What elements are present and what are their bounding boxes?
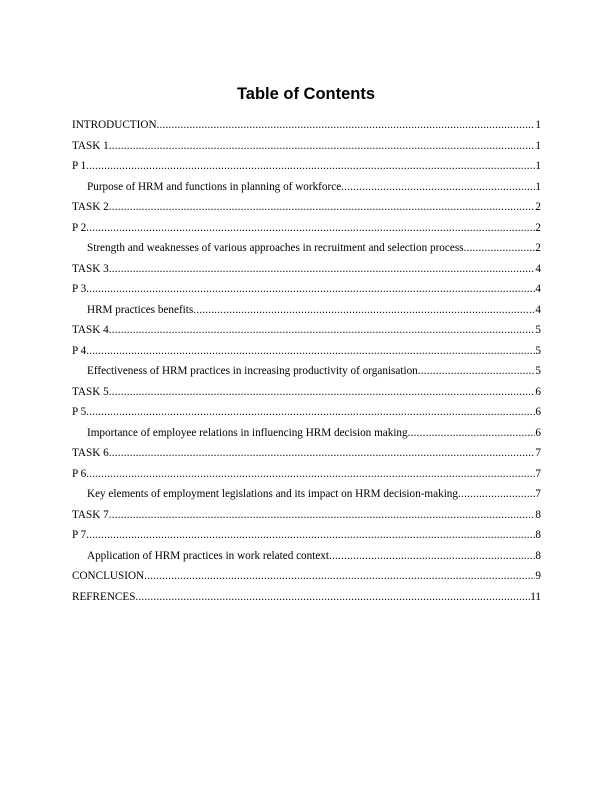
dot-leader xyxy=(86,281,535,297)
toc-entry-page-number: 7 xyxy=(535,467,541,480)
toc-entry[interactable] xyxy=(72,589,541,610)
toc-entry-label[interactable]: Key elements of employment legislations and its impact on HRM decision-making xyxy=(87,488,458,500)
toc-entry-label[interactable]: Effectiveness of HRM practices in increasing productivity of organisation xyxy=(87,365,418,377)
toc-entry-page-number: 1 xyxy=(535,160,541,172)
toc-entry[interactable] xyxy=(72,281,541,302)
toc-entry-label[interactable]: P 6 xyxy=(72,467,87,480)
toc-entry-label[interactable]: Strength and weaknesses of various approaches in recruitment and selection process xyxy=(87,242,464,254)
toc-entry[interactable] xyxy=(72,527,541,548)
toc-entry[interactable] xyxy=(72,384,541,405)
dot-leader xyxy=(109,261,536,277)
dot-leader xyxy=(109,138,536,154)
toc-entry[interactable] xyxy=(72,404,541,425)
page-title: Table of Contents xyxy=(236,85,376,103)
dot-leader xyxy=(86,527,535,543)
toc-entry-label[interactable]: TASK 5 xyxy=(72,385,109,398)
table-of-contents xyxy=(72,117,541,609)
toc-entry-page-number: 1 xyxy=(535,180,541,193)
toc-entry-label[interactable]: TASK 7 xyxy=(72,508,109,521)
dot-leader xyxy=(341,179,535,195)
dot-leader xyxy=(86,158,535,174)
toc-entry-label[interactable]: P 7 xyxy=(72,529,87,541)
toc-entry[interactable] xyxy=(72,466,541,487)
toc-entry-label[interactable]: TASK 6 xyxy=(72,447,109,459)
toc-entry[interactable] xyxy=(72,548,541,569)
toc-entry[interactable] xyxy=(72,117,541,138)
toc-entry-page-number: 7 xyxy=(535,488,541,500)
toc-entry-page-number: 1 xyxy=(535,139,541,152)
toc-entry-label[interactable]: INTRODUCTION xyxy=(72,119,157,131)
toc-entry-label[interactable]: TASK 3 xyxy=(72,262,109,275)
dot-leader xyxy=(408,425,536,441)
toc-entry-label[interactable]: P 3 xyxy=(72,283,87,295)
dot-leader xyxy=(464,240,536,256)
dot-leader xyxy=(418,363,536,379)
toc-entry-label[interactable]: REFRENCES xyxy=(72,590,136,603)
toc-entry-page-number: 2 xyxy=(535,201,541,213)
toc-entry-page-number: 4 xyxy=(535,303,541,316)
toc-entry-label[interactable]: CONCLUSION xyxy=(72,570,145,582)
toc-entry-page-number: 2 xyxy=(535,242,541,254)
dot-leader xyxy=(193,302,535,318)
dot-leader xyxy=(109,322,536,338)
toc-entry-label[interactable]: P 5 xyxy=(72,406,87,418)
toc-entry[interactable] xyxy=(72,220,541,241)
toc-entry-page-number: 7 xyxy=(535,447,541,459)
toc-entry-label[interactable]: P 4 xyxy=(72,344,87,357)
toc-entry[interactable] xyxy=(72,568,541,589)
dot-leader xyxy=(109,445,536,461)
toc-entry-page-number: 4 xyxy=(535,262,541,275)
toc-entry-label[interactable]: HRM practices benefits xyxy=(87,303,194,316)
toc-entry-page-number: 4 xyxy=(535,283,541,295)
toc-entry[interactable] xyxy=(72,445,541,466)
toc-entry-label[interactable]: P 2 xyxy=(72,221,87,234)
toc-entry-page-number: 8 xyxy=(535,529,541,541)
dot-leader xyxy=(109,507,536,523)
toc-entry-page-number: 2 xyxy=(535,221,541,234)
toc-entry-page-number: 6 xyxy=(535,406,541,418)
toc-entry-page-number: 9 xyxy=(535,570,541,582)
toc-entry[interactable] xyxy=(72,179,541,200)
toc-entry-label[interactable]: TASK 2 xyxy=(72,201,109,213)
dot-leader xyxy=(157,117,536,133)
dot-leader xyxy=(458,486,535,502)
toc-entry-label[interactable]: TASK 4 xyxy=(72,324,109,336)
toc-entry-label[interactable]: Application of HRM practices in work related context xyxy=(87,549,330,562)
toc-entry[interactable] xyxy=(72,363,541,384)
toc-entry-page-number: 6 xyxy=(535,385,541,398)
toc-entry[interactable] xyxy=(72,158,541,179)
toc-entry-page-number: 8 xyxy=(535,508,541,521)
toc-entry[interactable] xyxy=(72,343,541,364)
toc-entry-label[interactable]: Purpose of HRM and functions in planning of workforce xyxy=(87,180,342,193)
toc-entry-page-number: 8 xyxy=(535,549,541,562)
toc-entry-page-number: 11 xyxy=(530,590,541,603)
toc-entry-page-number: 1 xyxy=(535,119,541,131)
toc-entry[interactable] xyxy=(72,322,541,343)
dot-leader xyxy=(86,466,535,482)
dot-leader xyxy=(86,343,535,359)
toc-entry[interactable] xyxy=(72,240,541,261)
dot-leader xyxy=(135,589,530,605)
toc-entry-label[interactable]: P 1 xyxy=(72,160,87,172)
dot-leader xyxy=(144,568,535,584)
toc-entry-page-number: 5 xyxy=(535,365,541,377)
toc-entry-page-number: 5 xyxy=(535,324,541,336)
toc-entry-page-number: 5 xyxy=(535,344,541,357)
dot-leader xyxy=(86,220,535,236)
dot-leader xyxy=(86,404,535,420)
toc-entry[interactable] xyxy=(72,425,541,446)
toc-entry[interactable] xyxy=(72,261,541,282)
toc-entry[interactable] xyxy=(72,507,541,528)
toc-entry[interactable] xyxy=(72,199,541,220)
dot-leader xyxy=(109,199,536,215)
toc-entry-page-number: 6 xyxy=(535,426,541,439)
toc-entry[interactable] xyxy=(72,486,541,507)
dot-leader xyxy=(329,548,535,564)
toc-entry-label[interactable]: TASK 1 xyxy=(72,139,109,152)
toc-entry[interactable] xyxy=(72,302,541,323)
toc-entry-label[interactable]: Importance of employee relations in influencing HRM decision making xyxy=(87,426,408,439)
toc-entry[interactable] xyxy=(72,138,541,159)
dot-leader xyxy=(109,384,536,400)
